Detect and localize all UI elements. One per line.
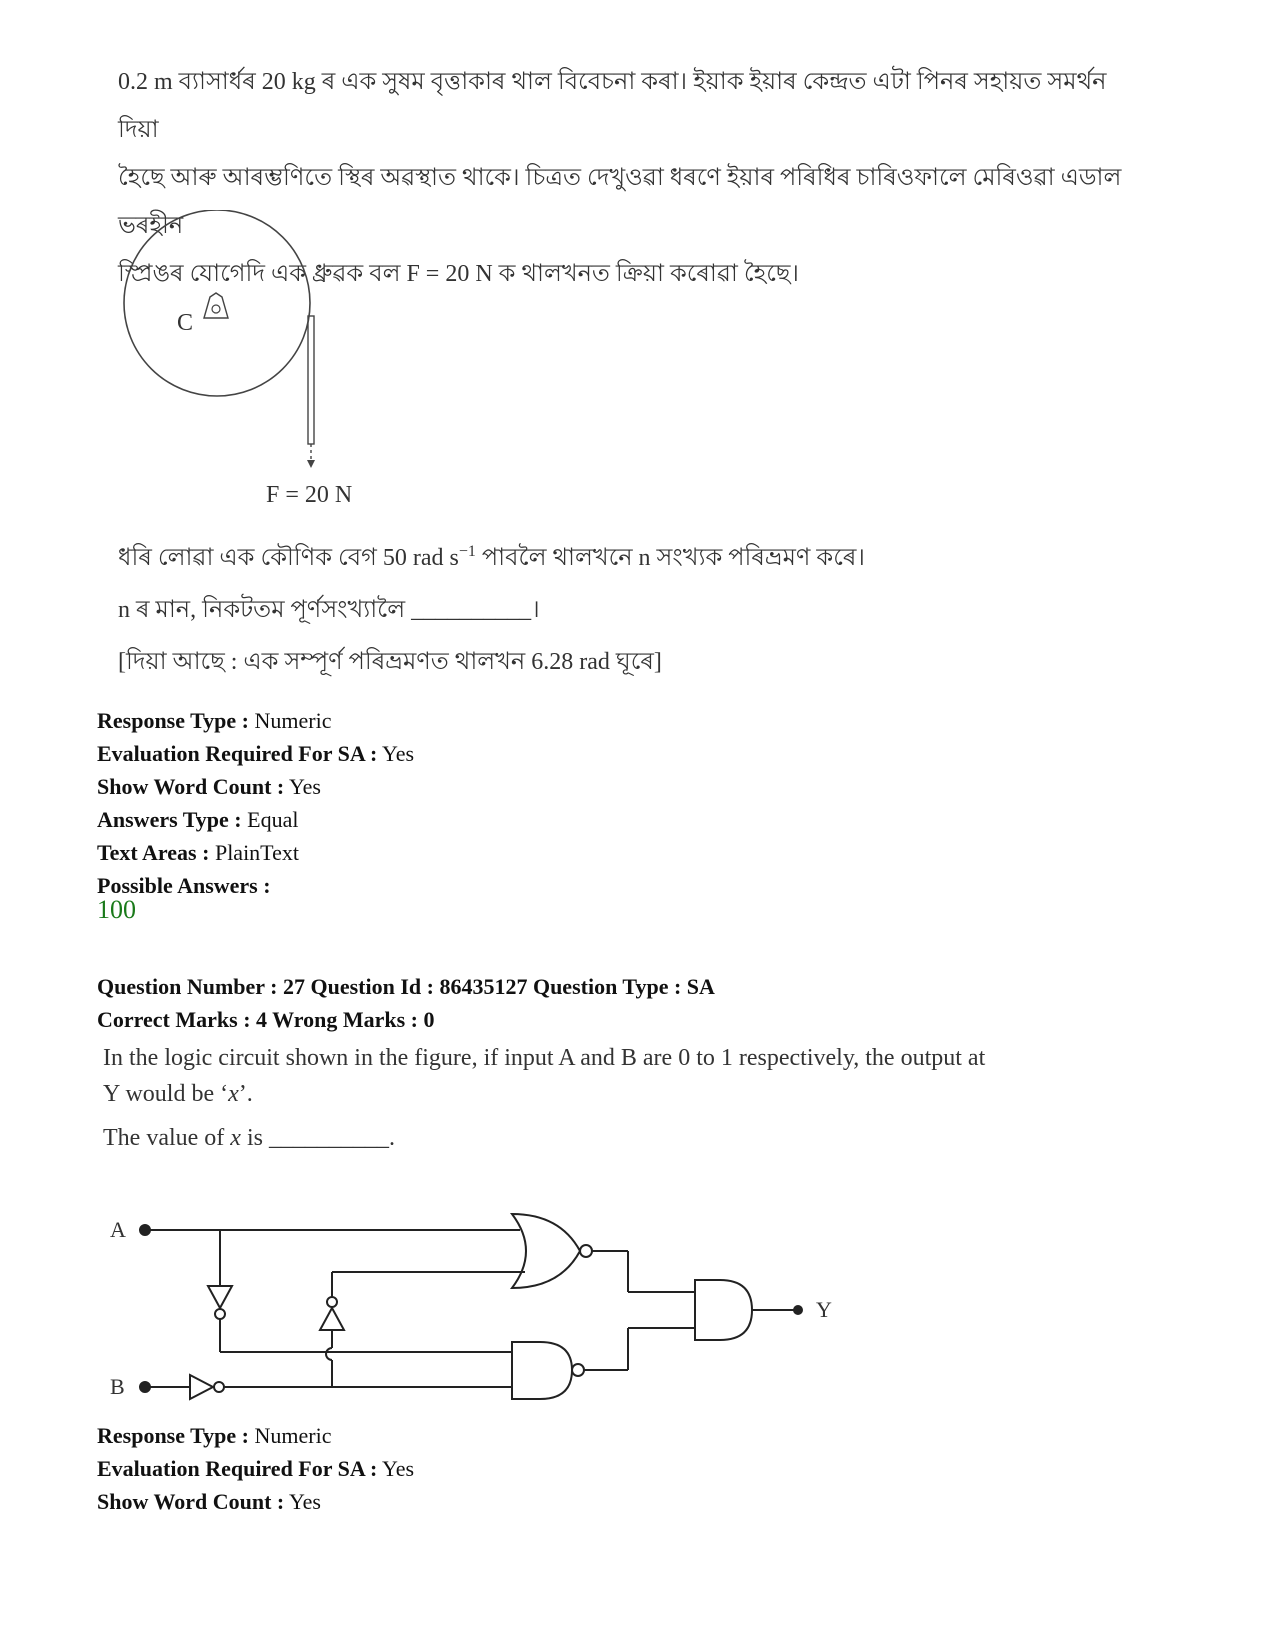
q26-question — [118, 528, 1138, 686]
force-label: F = 20 N — [266, 482, 353, 508]
q27-text — [103, 1040, 1143, 1156]
q26-meta — [97, 704, 414, 902]
meta-row: Possible Answers : — [97, 873, 271, 898]
center-label: C — [177, 310, 194, 336]
output-y-label: Y — [816, 1297, 832, 1322]
q26-line1: 0.2 m ব্যাসাৰ্ধৰ 20 kg ৰ এক সুষম বৃত্তাকাৰ থাল বিবেচনা কৰা। ইয়াক ইয়াৰ কেন্দ্ৰত এটা পিনৰ সহায়ত সমৰ্থন দিয়া — [118, 69, 1107, 143]
q27-line3: The value of x is __________. — [103, 1125, 395, 1151]
q26-answer: 100 — [97, 895, 136, 924]
force-arrow-icon — [307, 460, 315, 468]
meta-row: Response Type : Numeric — [97, 708, 332, 733]
logic-circuit — [100, 1200, 860, 1410]
input-a-terminal — [140, 1225, 150, 1235]
spring — [308, 316, 314, 444]
meta-row: Show Word Count : Yes — [97, 774, 321, 799]
meta-row: Response Type : Numeric — [97, 1423, 332, 1448]
q27-header — [97, 970, 715, 1036]
meta-row: Answers Type : Equal — [97, 807, 299, 832]
meta-row: Text Areas : PlainText — [97, 840, 299, 865]
nor-gate — [512, 1214, 580, 1288]
input-b-label: B — [110, 1374, 125, 1399]
q27-meta — [97, 1419, 414, 1518]
disc-figure — [100, 210, 400, 510]
not-gate-a — [208, 1286, 232, 1308]
q26-line3: স্প্ৰিঙৰ যোগেদি এক ধ্ৰুৱক বল F = 20 N ক থালখনত ক্ৰিয়া কৰোৱা হৈছে। — [118, 261, 799, 287]
q26-line5: n ৰ মান, নিকটতম পূৰ্ণসংখ্যালৈ __________। — [118, 597, 540, 623]
q27-header-line1: Question Number : 27 Question Id : 86435127 Question Type : SA — [97, 974, 715, 999]
q26-line2: হৈছে আৰু আৰম্ভণিতে স্থিৰ অৱস্থাত থাকে। চিত্ৰত দেখুওৱা ধৰণে ইয়াৰ পৰিধিৰ চাৰিওফালে মেৰিওৱা এডাল ভৰহীন — [118, 165, 1122, 239]
q26-line4: ধৰি লোৱা এক কৌণিক বেগ 50 rad $s^{-1}$ পাবলৈ থালখনে n সংখ্যক পৰিভ্ৰমণ কৰে। — [118, 543, 865, 571]
disc-circle — [124, 210, 310, 396]
meta-row: Show Word Count : Yes — [97, 1489, 321, 1514]
input-a-label: A — [110, 1217, 126, 1242]
q26-line6: [দিয়া আছে : এক সম্পূৰ্ণ পৰিভ্ৰমণত থালখন 6.28 rad ঘূৰে] — [118, 649, 662, 675]
not-gate-b2 — [320, 1308, 344, 1330]
meta-row: Evaluation Required For SA : Yes — [97, 1456, 415, 1481]
nand-gate — [512, 1342, 572, 1399]
meta-row: Evaluation Required For SA : Yes — [97, 741, 415, 766]
not-gate-b — [190, 1375, 213, 1399]
output-y-terminal — [794, 1306, 802, 1314]
q27-line2: Y would be ‘x’. — [103, 1081, 253, 1107]
and-gate — [695, 1280, 752, 1340]
q27-line1: In the logic circuit shown in the figure, if input A and B are 0 to 1 respectively, the output at — [103, 1045, 986, 1071]
input-b-terminal — [140, 1382, 150, 1392]
q27-header-line2: Correct Marks : 4 Wrong Marks : 0 — [97, 1007, 435, 1032]
